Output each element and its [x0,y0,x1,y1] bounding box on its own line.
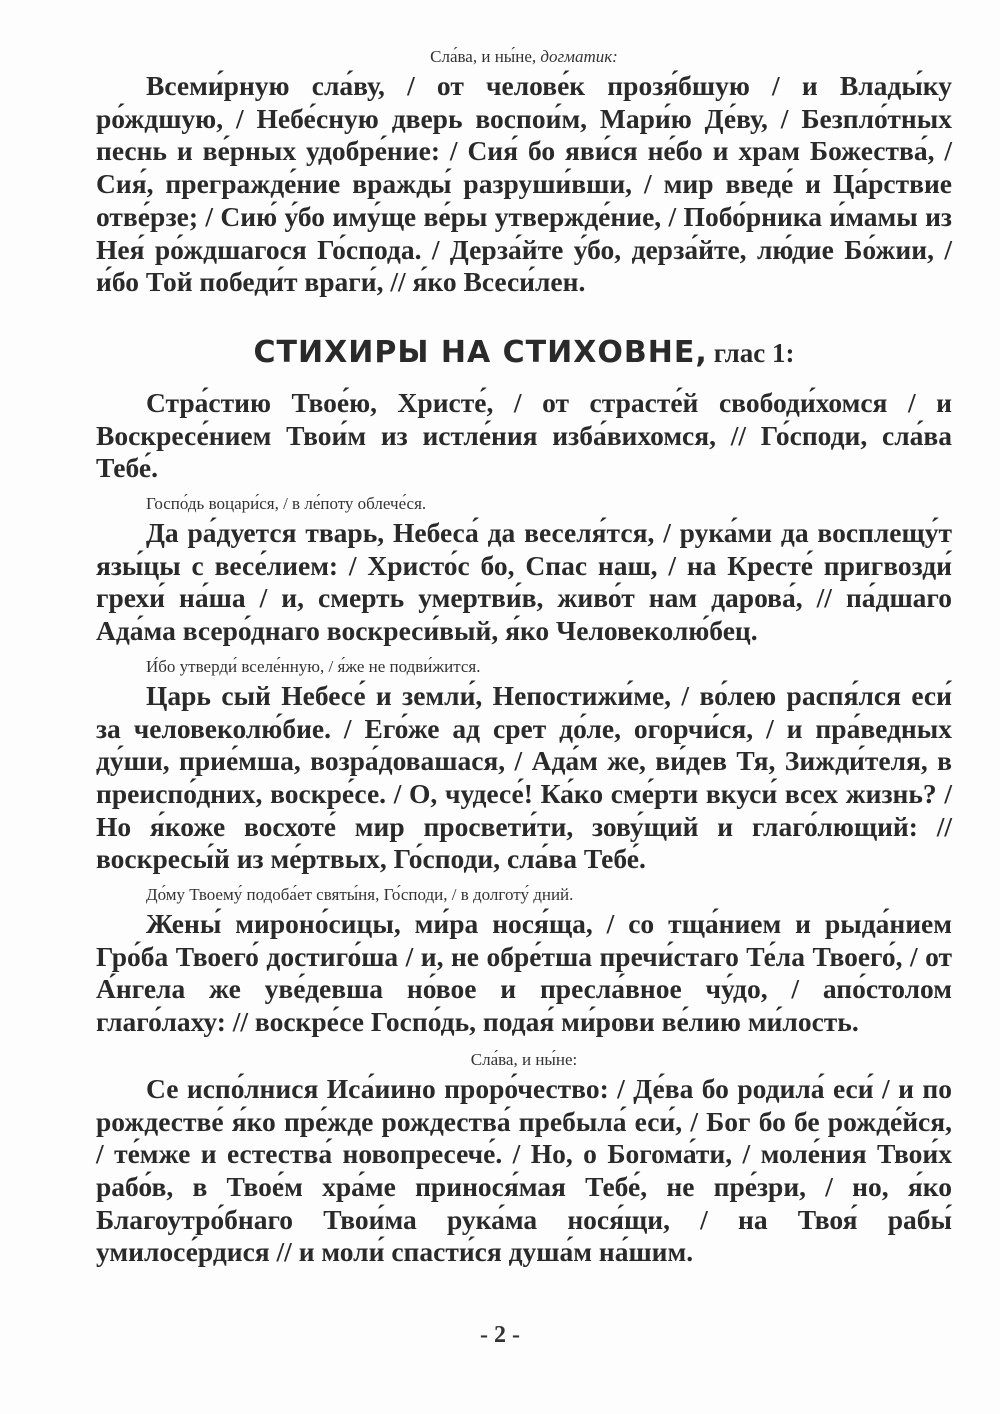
sticheron-1: Стра́стию Твое́ю, Христе́, / от страсте́й свободи́хомся / и Воскресе́нием Твои́м из истле́ния изба́вихомся, // Го́споди, сла́ва Тебе́. [96,386,952,484]
psalm-verse-2: И́бо утверди́ вселе́нную, / я́же не подви́жится. [146,656,481,676]
psalm-verse-1: Госпо́дь воцари́ся, / в ле́поту облече́ся. [146,494,427,514]
section-heading [96,335,952,373]
rubric-slava-dogmatik [96,46,952,68]
rubric-dogmatik-label: догматик: [540,47,618,66]
rubric-prefix: Сла́ва, и ны́не, [430,47,537,66]
sticheron-2: Да ра́дуется тварь, Небеса́ да веселя́тся, / рука́ми да восплещу́т язы́цы с весе́лием: / Христо́с бо, Спас наш, / на Кресте́ пригвозди́ грехи́ на́ша / и, смерть умертви́в, живо́т нам дарова́, // па́дшаго Ада́ма всеро́днаго воскреси́вый, я́ко Человеколю́бец. [96,517,952,647]
dogmatik-text: Всеми́рную сла́ву, / от челове́к прозя́бшую / и Влады́ку ро́ждшую, / Небе́сную дверь воспои́м, Мари́ю Де́ву, / Безпло́тных песнь и ве́рных удобре́ние: / Сия́ бо яви́ся не́бо и храм Божества́, / Сия́, прегражде́ние вражды́ разруши́вши, / мир введе́ и Ца́рствие отве́рзе; / Сию́ у́бо иму́ще ве́ры утвержде́ние, / Побо́рника и́мамы из Нея́ ро́ждшагося Го́спода. / Дерза́йте у́бо, дерза́йте, лю́дие Бо́жии, / и́бо Той победи́т враги́, // я́ко Всеси́лен. [96,70,952,298]
sticheron-4: Жены́ мироно́сицы, ми́ра нося́ща, / со тща́нием и рыда́нием Гро́ба Твоего́ достиго́ша / и, не обре́тша пречи́стаго Те́ла Твоего́, / от А́нгела же уве́девша но́вое и пресла́вное чу́до, / апо́столом глаго́лаху: // воскре́се Госпо́дь, подая́ ми́рови ве́лию ми́лость. [96,908,952,1038]
theotokion-text: Се испо́лнися Иса́иино проро́чество: / Де́ва бо родила́ еси́ / и по рождестве́ я́ко пре́жде рождества́ пребыла́ еси́, / Бог бо бе рожде́йся, / те́мже и естества́ новопресече́. / Но, о Богома́ти, / моле́ния Твои́х рабо́в, в Твое́м хра́ме принося́мая Тебе́, не пре́зри, / но, я́ко Благоутро́бнаго Твои́ма рука́ма нося́щи, / на Твоя́ рабы́ умилосе́рдися // и моли́ спасти́ся душа́м на́шим. [96,1072,952,1268]
heading-title: СТИХИРЫ НА СТИХОВНЕ, [253,334,708,370]
heading-tone: глас 1: [713,337,795,368]
sticheron-3: Царь сый Небесе́ и земли́, Непостижи́ме, / во́лею распя́лся еси́ за человеколю́бие. / Его́же ад срет до́ле, огорчи́ся, / и пра́ведных ду́ши, прие́мша, возра́довашася, / Ада́м же, ви́дев Тя, Зижди́теля, в преиспо́дних, воскре́се. / О, чудесе́! Ка́ко сме́рти вкуси́ всех жизнь? / Но я́коже восхоте́ мир просвети́ти, зову́щий и глаго́лющий: // воскресы́й из ме́ртвых, Го́споди, сла́ва Тебе́. [96,679,952,875]
psalm-verse-3: До́му Твоему́ подоба́ет святы́ня, Го́споди, / в долготу́ дний. [146,885,574,905]
page-number: - 2 - [480,1322,520,1348]
rubric-slava-i-nyne: Сла́ва, и ны́не: [470,1049,578,1069]
